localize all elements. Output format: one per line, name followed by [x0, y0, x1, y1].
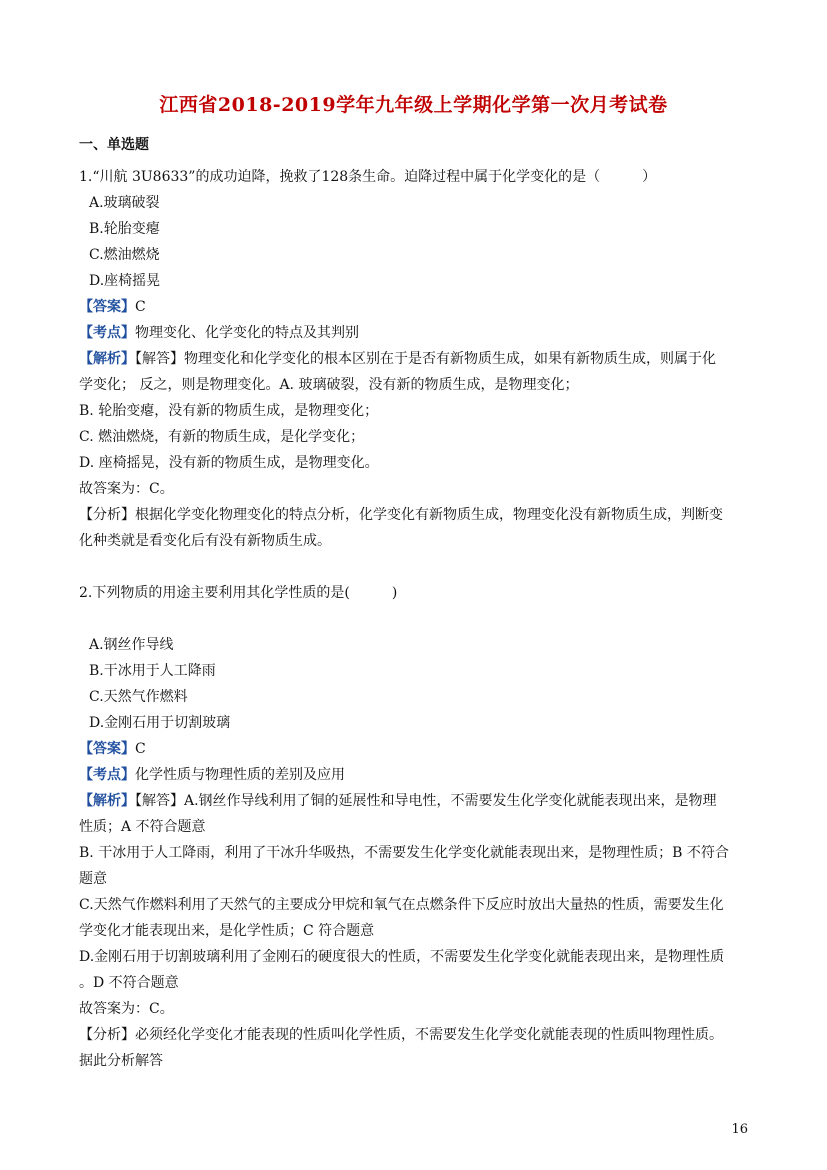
question-2-answer	[79, 736, 751, 762]
question-2-stem: 2.下列物质的用途主要利用其化学性质的是( )	[79, 585, 398, 601]
question-2-analysis-line: 故答案为：C。	[79, 1001, 174, 1017]
question-1-analysis-line: B. 轮胎变瘪，没有新的物质生成，是物理变化；	[79, 403, 379, 419]
point-value: 物理变化、化学变化的特点及其判别	[135, 325, 359, 341]
question-2-analysis-line: 题意	[79, 871, 107, 887]
question-1-summary-line: 化种类就是看变化后有没有新物质生成。	[79, 533, 331, 549]
answer-tag: 【答案】	[79, 741, 135, 757]
spacer	[79, 554, 751, 580]
point-tag: 【考点】	[79, 767, 135, 783]
question-2-analysis-line: 学变化才能表现出来，是化学性质；C 符合题意	[79, 923, 375, 939]
question-2-analysis-line: B. 干冰用于人工降雨，利用了干冰升华吸热，不需要发生化学变化就能表现出来，是物理性质；B 不符合	[79, 845, 729, 861]
question-1-option-d: D.座椅摇晃	[89, 273, 161, 289]
answer-value: C	[135, 299, 146, 315]
question-1-option-c: C.燃油燃烧	[89, 247, 160, 263]
point-tag: 【考点】	[79, 325, 135, 341]
question-2-analysis-line	[79, 788, 751, 814]
section-heading: 一、单选题	[79, 137, 149, 153]
question-2-analysis-line: 性质；A 不符合题意	[79, 819, 206, 835]
question-2-summary-line: 据此分析解答	[79, 1053, 163, 1069]
page-title: 江西省2018-2019学年九年级上学期化学第一次月考试卷	[159, 94, 668, 116]
question-1-point	[79, 320, 751, 346]
analysis-tag: 【解析】	[79, 351, 135, 367]
page-number: 16	[731, 1122, 748, 1137]
question-1-stem: 1.“川航 3U8633”的成功迫降，挽救了128条生命。迫降过程中属于化学变化的是（ ）	[79, 169, 657, 185]
analysis-tag: 【解析】	[79, 793, 135, 809]
question-1-option-a: A.玻璃破裂	[89, 195, 160, 211]
question-2-option-c: C.天然气作燃料	[89, 689, 188, 705]
question-2-point	[79, 762, 751, 788]
question-1-analysis-line: 故答案为：C。	[79, 481, 174, 497]
question-2-option-d: D.金刚石用于切割玻璃	[89, 715, 231, 731]
question-2-summary-line: 【分析】必须经化学变化才能表现的性质叫化学性质，不需要发生化学变化就能表现的性质叫物理性质。	[79, 1027, 723, 1043]
question-1-analysis-line: D. 座椅摇晃，没有新的物质生成，是物理变化。	[79, 455, 379, 471]
answer-value: C	[135, 741, 146, 757]
point-value: 化学性质与物理性质的差别及应用	[135, 767, 345, 783]
question-1-analysis-line: C. 燃油燃烧，有新的物质生成，是化学变化；	[79, 429, 365, 445]
question-2-analysis-line: C.天然气作燃料利用了天然气的主要成分甲烷和氧气在点燃条件下反应时放出大量热的性质，需要发生化	[79, 897, 724, 913]
question-2-analysis-line: 。D 不符合题意	[79, 975, 179, 991]
question-2-option-b: B.干冰用于人工降雨	[89, 663, 216, 679]
document-body	[79, 164, 751, 1074]
analysis-text: 【解答】A.钢丝作导线利用了铜的延展性和导电性，不需要发生化学变化就能表现出来，是物理	[135, 793, 717, 809]
spacer	[79, 606, 751, 632]
answer-tag: 【答案】	[79, 299, 135, 315]
question-2-option-a: A.钢丝作导线	[89, 637, 174, 653]
question-2-analysis-line: D.金刚石用于切割玻璃利用了金刚石的硬度很大的性质，不需要发生化学变化就能表现出来，是物理性质	[79, 949, 725, 965]
question-1-analysis-line: 学变化； 反之，则是物理变化。A. 玻璃破裂，没有新的物质生成，是物理变化；	[79, 377, 579, 393]
question-1-analysis-line	[79, 346, 751, 372]
question-1-answer	[79, 294, 751, 320]
question-1-summary-line: 【分析】根据化学变化物理变化的特点分析，化学变化有新物质生成，物理变化没有新物质生成，判断变	[79, 507, 723, 523]
question-1-option-b: B.轮胎变瘪	[89, 221, 160, 237]
analysis-text: 【解答】物理变化和化学变化的根本区别在于是否有新物质生成，如果有新物质生成，则属于化	[135, 351, 716, 367]
